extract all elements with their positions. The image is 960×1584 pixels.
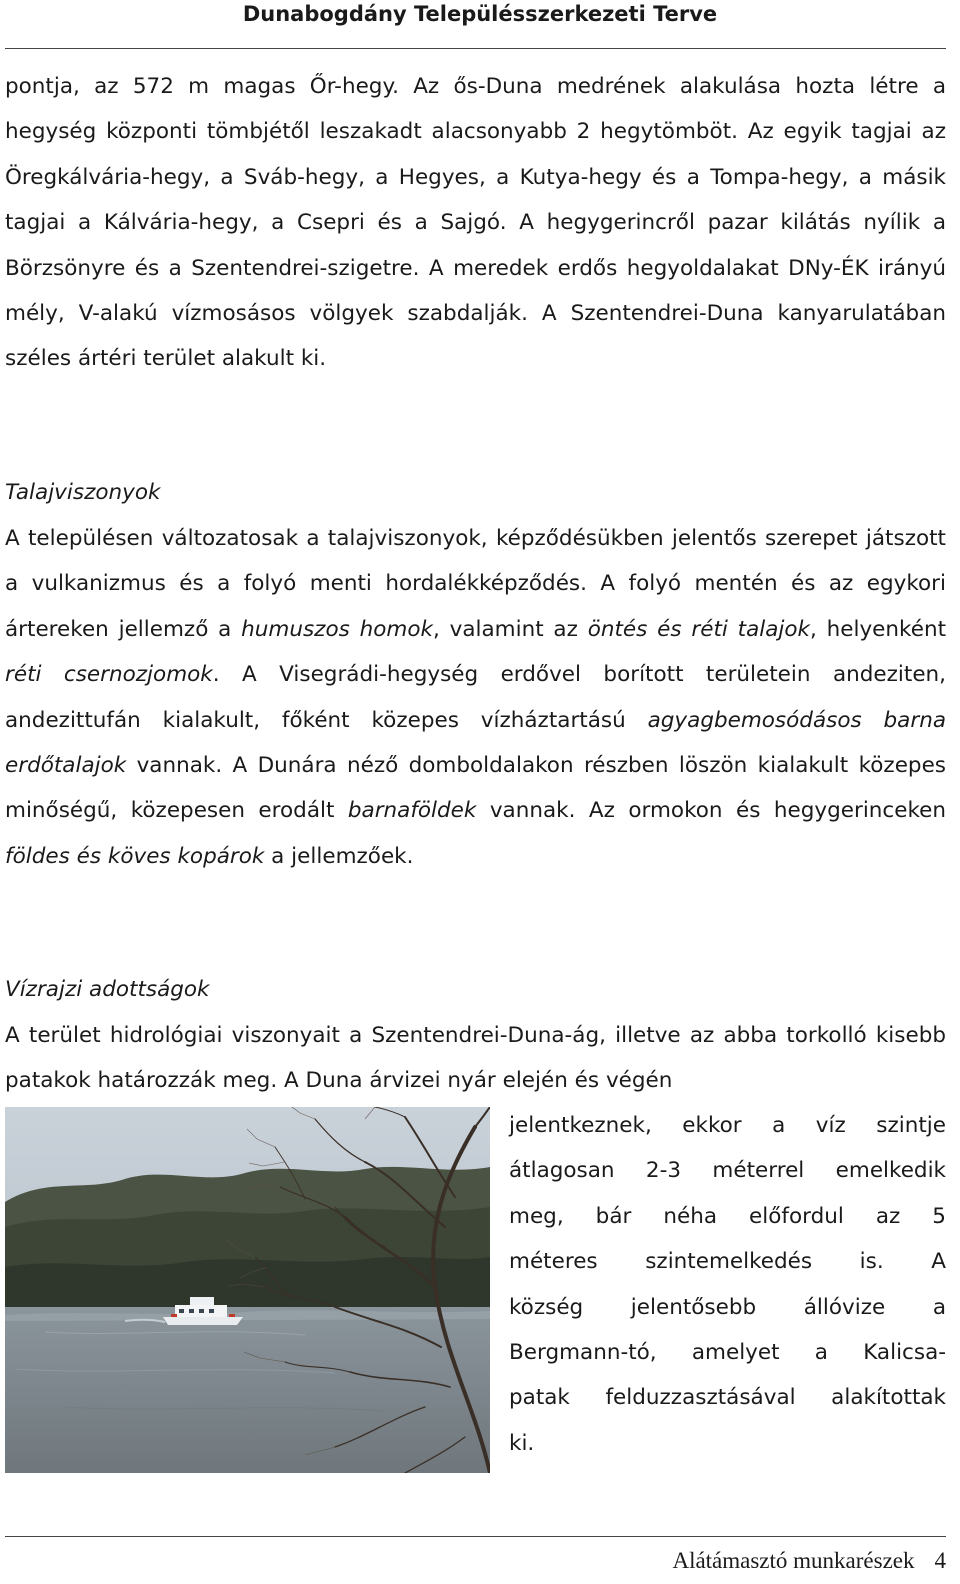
- hydrology-line-5: község jelentősebb állóvize a: [509, 1294, 946, 1320]
- hydrology-wrapped-text: [509, 1103, 946, 1466]
- soil-term-barna-erdotalaj: agyagbemosódásos barna erdőtalajok: [5, 707, 946, 779]
- hydrology-line-3: meg, bár néha előfordul az 5: [509, 1203, 946, 1229]
- hydrology-line-2: átlagosan 2-3 méterrel emelkedik: [509, 1158, 946, 1184]
- soil-text-3: , helyenként: [809, 616, 946, 642]
- soil-text-7: a jellemzőek.: [264, 843, 414, 869]
- paragraph-hydrology-intro: A terület hidrológiai viszonyait a Szentendrei-Duna-ág, illetve az abba torkolló kisebb patakok határozzák meg. A Duna árvizei nyár elején és végén: [5, 1023, 946, 1094]
- paragraph-soil: [5, 516, 946, 879]
- footer-rule: [5, 1536, 946, 1537]
- soil-text-2: , valamint az: [432, 616, 588, 642]
- soil-term-barnafoldek: barnaföldek: [347, 798, 477, 824]
- heading-talajviszonyok: Talajviszonyok: [5, 480, 161, 505]
- heading-vizrajzi-adottsagok: Vízrajzi adottságok: [5, 977, 210, 1002]
- river-boat-photo: [5, 1107, 490, 1473]
- soil-text-5: vannak. A Dunára néző domboldalakon részben löszön kialakult közepes minőségű, közepesen erodált: [5, 753, 946, 824]
- soil-text-4: . A Visegrádi-hegység erdővel borított területein andeziten, andezittufán kialakult, főként közepes vízháztartású: [5, 662, 947, 733]
- hydrology-line-6: Bergmann-tó, amelyet a Kalicsa-: [509, 1340, 946, 1366]
- soil-term-humuszos-homok: humuszos homok: [241, 616, 433, 642]
- soil-text-6: vannak. Az ormokon és hegygerinceken: [476, 798, 946, 824]
- soil-term-ontes-reti: öntés és réti talajok: [587, 616, 810, 642]
- soil-text-1: A településen változatosak a talajviszonyok, képződésükben jelentős szerepet játszott a vulkanizmus és a folyó menti hordalékképződés. A folyó mentén és az egykori ártereken jellemző a: [5, 526, 946, 642]
- page-footer: [672, 1541, 946, 1581]
- hydrology-line-7: patak felduzzasztásával alakítottak: [509, 1385, 946, 1411]
- hydrology-line-1: jelentkeznek, ekkor a víz szintje: [509, 1113, 946, 1138]
- footer-section-label: Alátámasztó munkarészek: [672, 1548, 915, 1573]
- paragraph-terrain: pontja, az 572 m magas Őr-hegy. Az ős-Duna medrének alakulása hozta létre a hegység központi tömbjétől leszakadt alacsonyabb 2 hegytömböt. Az egyik tagjai az Öregkálvária-hegy, a Sváb-hegy, a Hegyes, a Kutya-hegy és a Tompa-hegy, a másik tagjai a Kálvária-hegy, a Csepri és a Sajgó. A hegygerincről pazar kilátás nyílik a Börzsönyre és a Szentendrei-szigetre. A meredek erdős hegyoldalakat DNy-ÉK irányú mély, V-alakú vízmosásos völgyek szabdalják. A Szentendrei-Duna kanyarulatában széles ártéri terület alakult ki.: [5, 74, 946, 372]
- hydrology-line-4: méteres szintemelkedés is. A: [509, 1249, 946, 1275]
- page-header-title: Dunabogdány Településszerkezeti Terve: [242, 2, 718, 26]
- page-number: 4: [934, 1548, 946, 1573]
- hydrology-line-8: ki.: [509, 1430, 535, 1456]
- soil-term-reti-csernozjom: réti csernozjomok: [5, 662, 213, 688]
- header-rule: [5, 48, 946, 49]
- soil-term-kopárok: földes és köves kopárok: [5, 843, 265, 869]
